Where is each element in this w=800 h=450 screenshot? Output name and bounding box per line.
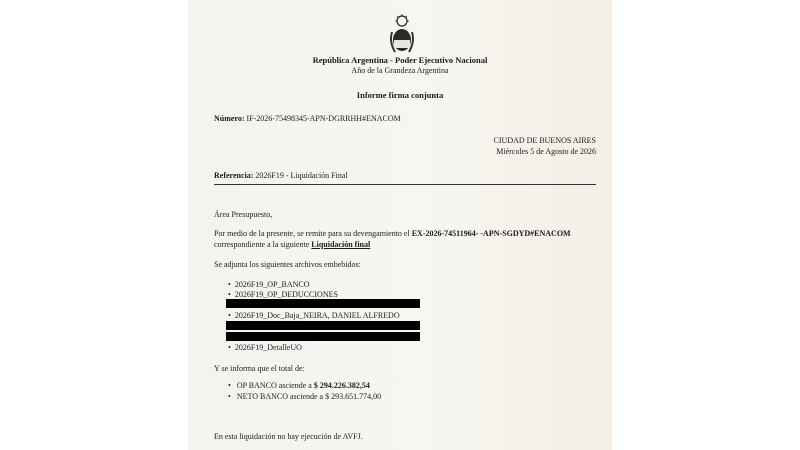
header-year-motto: Año de la Grandeza Argentina [351,66,449,75]
reference-divider [214,184,596,185]
attachment-item[interactable]: • 2026F19_DetalleUO [228,343,302,352]
attachments-intro: Se adjunta los siguientes archivos embebidos: [214,260,361,269]
neto-banco-amount: $ 293.651.774,00 [325,392,382,401]
greeting: Área Presupuesto, [214,210,273,219]
neto-banco-total [228,392,381,401]
document-number-label: Número: [214,114,245,123]
document-title: Informe firma conjunta [356,90,444,100]
closing-note: En esta liquidación no hay ejecución de AVFJ. [214,432,363,441]
reference-label: Referencia: [214,171,254,180]
attachment-item[interactable]: • 2026F19_OP_BANCO [228,280,310,289]
op-banco-label: OP BANCO asciende a [236,381,314,390]
neto-banco-label: NETO BANCO asciende a [236,392,326,401]
paragraph-line-1 [214,229,571,238]
op-banco-amount: $ 294.226.382,54 [313,381,370,390]
redaction-bar [226,299,420,308]
redaction-bar [226,321,420,330]
liquidacion-final-link[interactable]: Liquidación final [311,240,371,249]
location-city: CIUDAD DE BUENOS AIRES [493,136,596,145]
reference-value: 2026F19 - Liquidación Final [255,171,348,180]
document-number-value: IF-2026-75498345-APN-DGRRHH#ENACOM [246,114,401,123]
attachment-item[interactable]: • 2026F19_OP_DEDUCCIONES [228,290,338,299]
document-page [188,0,612,450]
national-coat-of-arms-icon [389,14,415,54]
expediente-number: EX-2026-74511964- -APN-SGDYD#ENACOM [411,229,571,238]
paragraph-line-2 [214,240,370,249]
document-date: Miércoles 5 de Agosto de 2026 [496,147,596,156]
attachment-item[interactable]: • 2026F19_Doc_Baja_NEIRA, DANIEL ALFREDO [228,311,400,320]
redaction-bar [226,332,420,341]
paragraph-text-2: correspondiente a la siguiente [214,240,312,249]
reference [214,171,348,180]
document-number [214,114,401,123]
paragraph-text: Por medio de la presente, se remite para su devengamiento el [214,229,412,238]
header-republic: República Argentina - Poder Ejecutivo Nacional [312,55,488,65]
totals-intro: Y se informa que el total de: [214,364,305,373]
op-banco-total [228,381,370,390]
